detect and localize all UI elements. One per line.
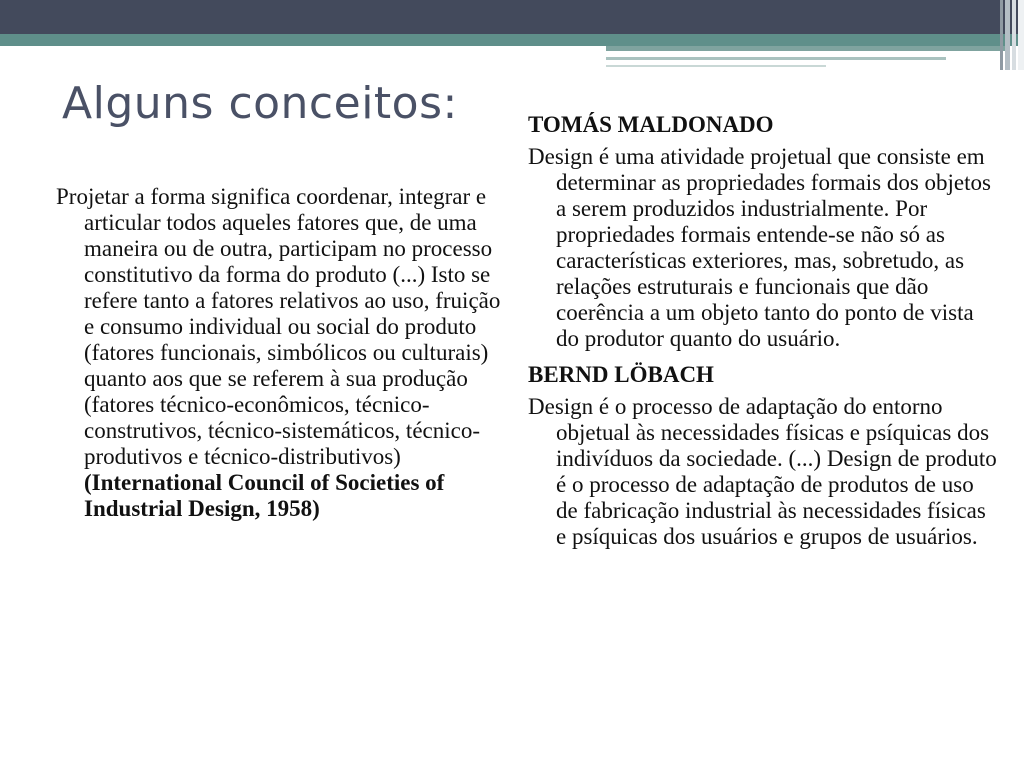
decorative-stripes: [994, 0, 1024, 70]
author-lobach: BERND LÖBACH: [528, 362, 714, 387]
maldonado-definition: Design é uma atividade projetual que consiste em determinar as propriedades formais dos objetos a serem produzidos industrialmente. Por propriedades formais entende-se não só as características exteriores, mas, sobretudo, as relações estruturais e funcionais que dão coerência a um objeto tanto do ponto de vista do produtor quanto do usuário.: [528, 144, 991, 351]
right-column: [528, 112, 998, 560]
header-teal-band: [0, 34, 1024, 46]
accent-line: [606, 46, 1006, 51]
accent-line: [606, 65, 826, 67]
slide-title: Alguns conceitos:: [62, 78, 458, 129]
header-band: [0, 0, 1024, 34]
citation: (International Council of Societies of Industrial Design, 1958): [84, 470, 445, 521]
definition-paragraph: [56, 184, 506, 522]
lobach-definition: Design é o processo de adaptação do entorno objetual às necessidades físicas e psíquicas dos indivíduos da sociedade. (...) Design de produto é o processo de adaptação de produtos de uso de fabricação industrial às necessidades físicas e psíquicas dos usuários e grupos de usuários.: [528, 394, 997, 549]
definition-text: Projetar a forma significa coordenar, integrar e articular todos aqueles fatores que, de uma maneira ou de outra, participam no processo constitutivo da forma do produto (...) Isto se refere tanto a fatores relativos ao uso, fruição e consumo individual ou social do produto (fatores funcionais, simbólicos ou culturais) quanto aos que se referem à sua produção (fatores técnico-econômicos, técnico-construtivos, técnico-sistemáticos, técnico-produtivos e técnico-distributivos): [56, 184, 501, 469]
left-column: [56, 184, 506, 522]
author-maldonado: TOMÁS MALDONADO: [528, 112, 774, 137]
accent-line: [606, 57, 946, 60]
